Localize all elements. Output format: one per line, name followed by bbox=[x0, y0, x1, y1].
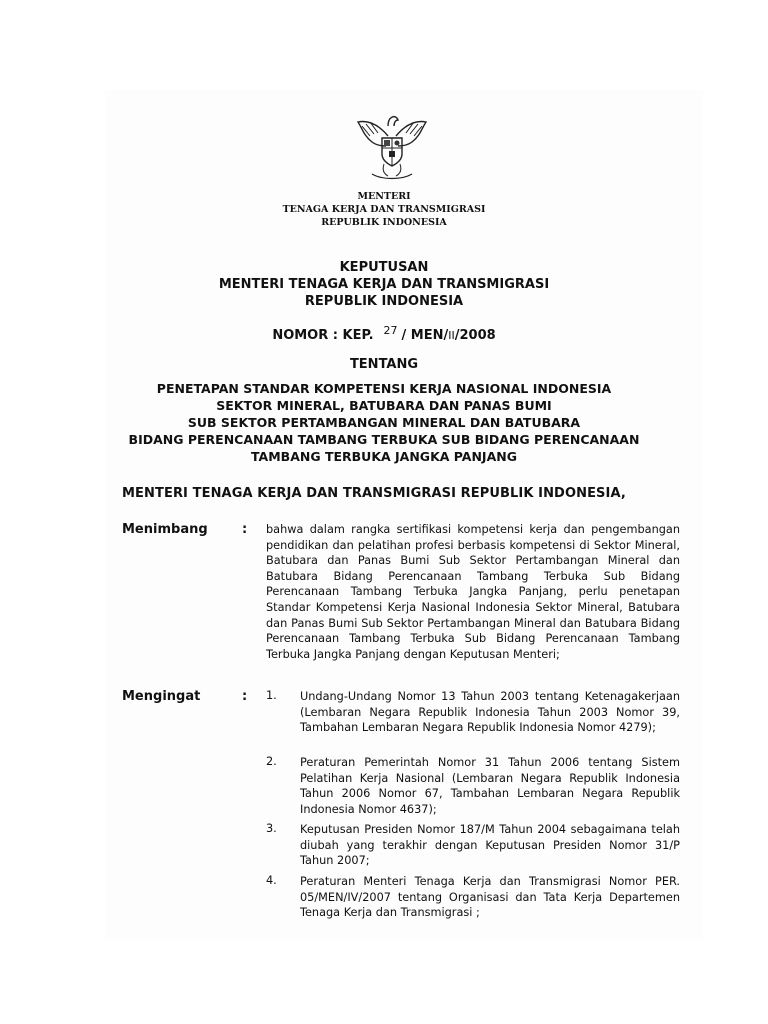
minister-heading: MENTERI TENAGA KERJA DAN TRANSMIGRASI REPUBLIK INDONESIA, bbox=[122, 486, 626, 501]
nomor-men: / MEN/ bbox=[401, 328, 449, 343]
letterhead-line2: TENAGA KERJA DAN TRANSMIGRASI bbox=[282, 204, 486, 215]
mengingat-item-3-num: 3. bbox=[266, 822, 277, 835]
subject-line: SEKTOR MINERAL, BATUBARA DAN PANAS BUMI bbox=[216, 398, 552, 413]
nomor-year: /2008 bbox=[454, 328, 496, 343]
mengingat-item-2-text: Peraturan Pemerintah Nomor 31 Tahun 2006 tentang Sistem Pelatihan Kerja Nasional (Lembaran Negara Republik Indonesia Tahun 2006 Nomor 67, Tambahan Lembaran Negara Republik Indonesia Nomor 4637); bbox=[300, 756, 680, 816]
mengingat-item-4-num: 4. bbox=[266, 874, 277, 887]
mengingat-colon: : bbox=[242, 689, 248, 704]
mengingat-item-4-text: Peraturan Menteri Tenaga Kerja dan Transmigrasi Nomor PER. 05/MEN/IV/2007 tentang Organisasi dan Tata Kerja Departemen Tenaga Kerja dan Transmigrasi ; bbox=[300, 875, 680, 920]
subject-line: SUB SEKTOR PERTAMBANGAN MINERAL DAN BATUBARA bbox=[187, 415, 581, 430]
nomor-roman: II bbox=[448, 329, 455, 342]
decree-title-minister: MENTERI TENAGA KERJA DAN TRANSMIGRASI bbox=[218, 277, 550, 292]
subject-line: BIDANG PERENCANAAN TAMBANG TERBUKA SUB BIDANG PERENCANAAN bbox=[128, 432, 640, 447]
subject-line: TAMBANG TERBUKA JANGKA PANJANG bbox=[251, 449, 517, 464]
mengingat-item-1-text: Undang-Undang Nomor 13 Tahun 2003 tentang Ketenagakerjaan (Lembaran Negara Republik Indonesia Tahun 2003 Nomor 39, Tambahan Lembaran Negara Republik Indonesia Nomor 4279); bbox=[300, 690, 680, 735]
menimbang-colon: : bbox=[242, 522, 248, 537]
tentang-label: TENTANG bbox=[349, 357, 419, 372]
mengingat-item-1-num: 1. bbox=[266, 689, 277, 702]
menimbang-label: Menimbang bbox=[122, 522, 208, 537]
mengingat-item-2-num: 2. bbox=[266, 755, 277, 768]
letterhead-line3: REPUBLIK INDONESIA bbox=[321, 217, 447, 228]
nomor-prefix: NOMOR : KEP. bbox=[272, 328, 374, 343]
nomor-number: 27 bbox=[383, 324, 398, 337]
letterhead-line1: MENTERI bbox=[357, 191, 411, 202]
subject-line: PENETAPAN STANDAR KOMPETENSI KERJA NASIONAL INDONESIA bbox=[156, 381, 612, 396]
decree-title: KEPUTUSAN bbox=[339, 260, 429, 275]
decree-number bbox=[0, 322, 768, 345]
mengingat-item-3-text: Keputusan Presiden Nomor 187/M Tahun 2004 sebagaimana telah diubah yang terakhir dengan Keputusan Presiden Nomor 31/P Tahun 2007; bbox=[300, 823, 680, 868]
menimbang-text: bahwa dalam rangka sertifikasi kompetensi kerja dan pengembangan pendidikan dan pelatihan profesi berbasis kompetensi di Sektor Mineral, Batubara dan Panas Bumi Sub Sektor Pertambangan Mineral dan Batubara Bidang Perencanaan Tambang Terbuka Sub Bidang Perencanaan Tambang Terbuka Jangka Panjang, perlu penetapan Standar Kompetensi Kerja Nasional Indonesia Sektor Mineral, Batubara dan Panas Bumi Sub Sektor Pertambangan Mineral dan Batubara Bidang Perencanaan Tambang Terbuka Sub Bidang Perencanaan Tambang Terbuka Jangka Panjang dengan Keputusan Menteri; bbox=[266, 523, 680, 661]
mengingat-label: Mengingat bbox=[122, 689, 201, 704]
decree-title-republic: REPUBLIK INDONESIA bbox=[304, 294, 464, 309]
garuda-emblem-icon bbox=[350, 102, 434, 184]
